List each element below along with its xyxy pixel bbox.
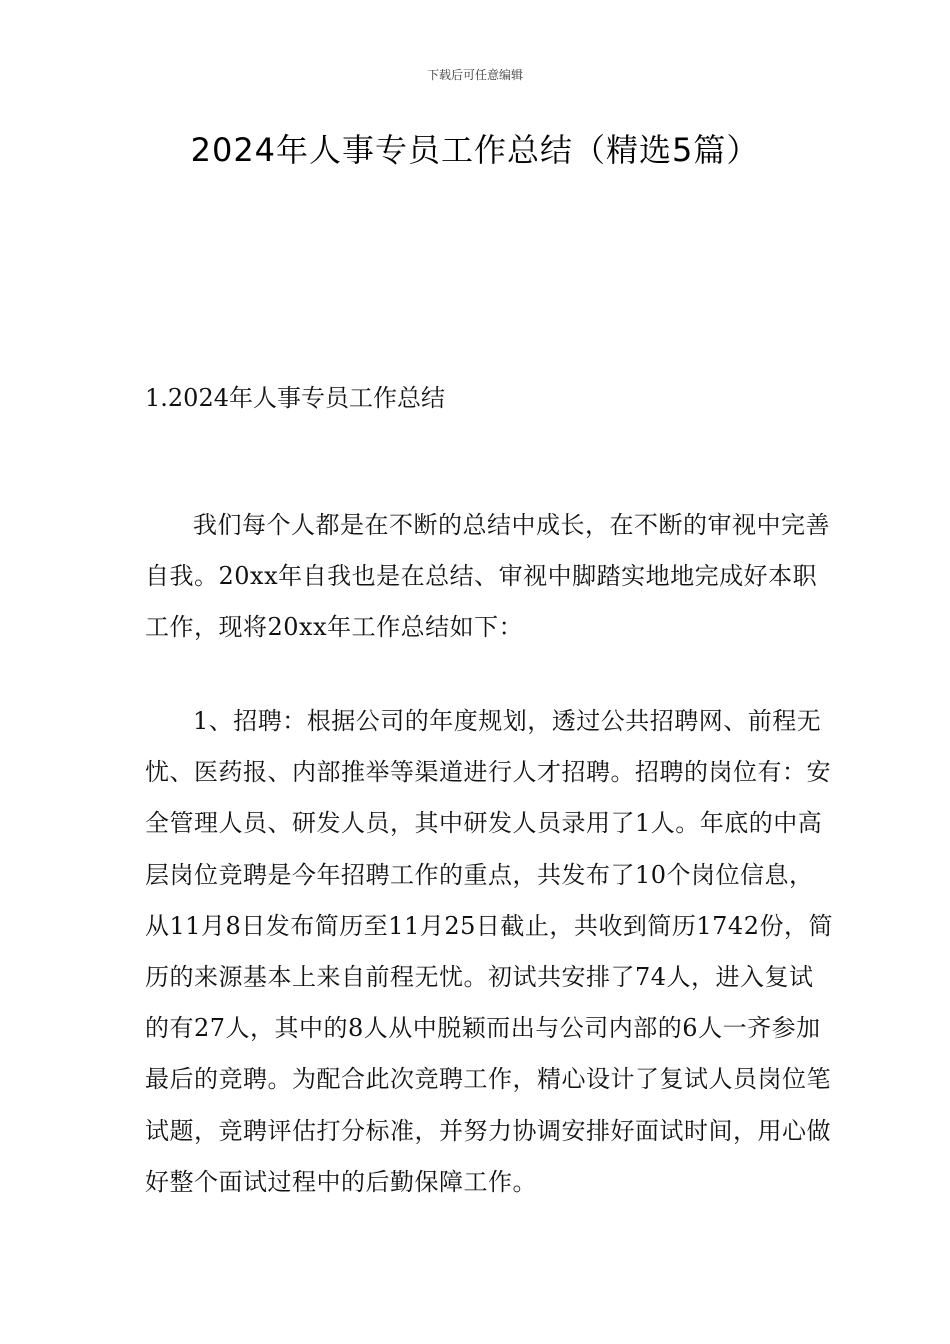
paragraph-intro: 我们每个人都是在不断的总结中成长，在不断的审视中完善自我。20xx年自我也是在总结、审视中脚踏实地地完成好本职工作，现将20xx年工作总结如下： xyxy=(145,511,830,642)
document-title: 2024年人事专员工作总结（精选5篇） xyxy=(190,131,760,169)
paragraph-recruitment: 1、招聘：根据公司的年度规划，透过公共招聘网、前程无忧、医药报、内部推举等渠道进行人才招聘。招聘的岗位有：安全管理人员、研发人员，其中研发人员录用了1人。年底的中高层岗位竞聘是今年招聘工作的重点，共发布了10个岗位信息，从11月8日发布简历至11月25日截止，共收到简历1742份，简历的来源基本上来自前程无忧。初试共安排了74人，进入复试的有27人，其中的8人从中脱颖而出与公司内部的6人一齐参加最后的竞聘。为配合此次竞聘工作，精心设计了复试人员岗位笔试题，竞聘评估打分标准，并努力协调安排好面试时间，用心做好整个面试过程中的后勤保障工作。 xyxy=(145,707,833,1196)
header-note: 下载后可任意编辑 xyxy=(426,68,523,82)
section-heading: 1.2024年人事专员工作总结 xyxy=(145,384,445,412)
